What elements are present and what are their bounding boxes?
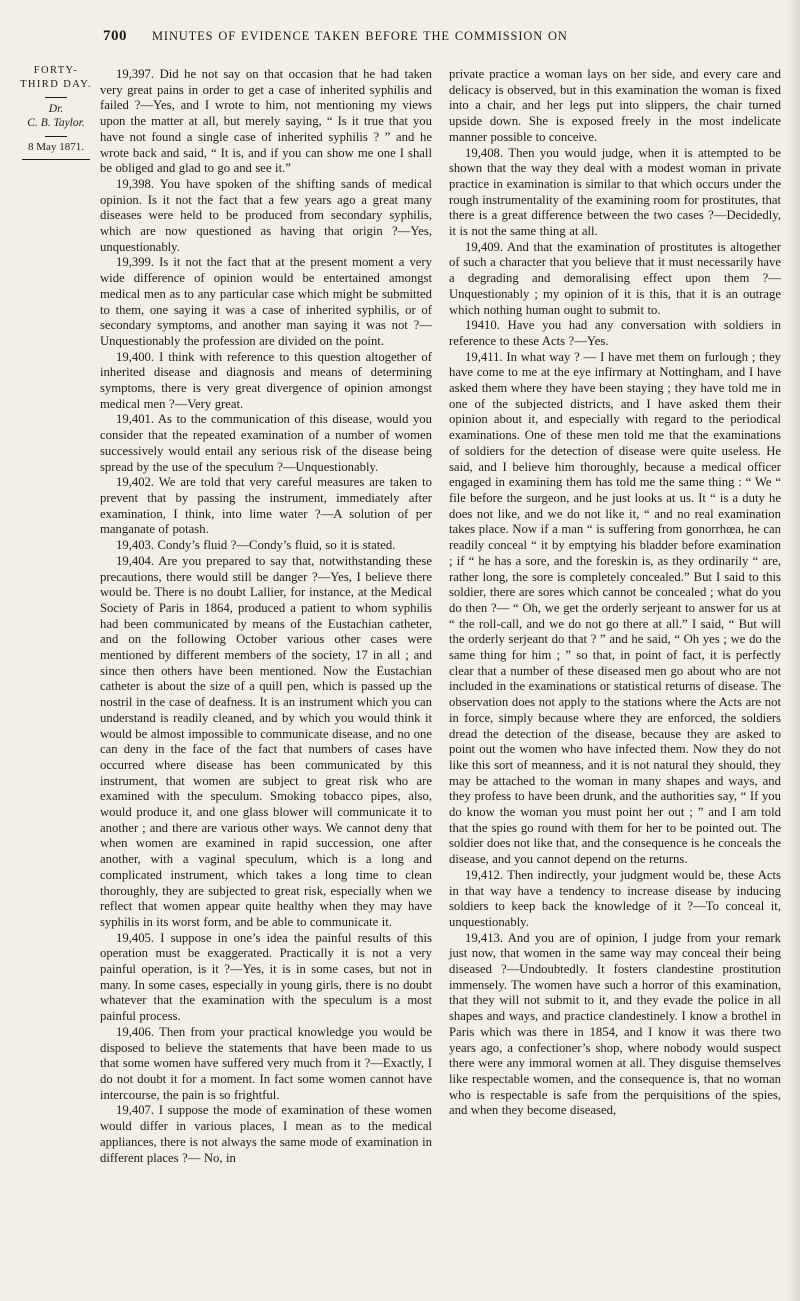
paragraph: 19,401. As to the communication of this disease, would you consider that the repeated examination of a number of women successively would entail any serious risk of the disease being spread by the use of the speculum ?—Unquestionably.	[100, 412, 432, 474]
left-column	[100, 67, 432, 1166]
paragraph: 19,404. Are you prepared to say that, notwithstanding these precautions, there would still be danger ?—Yes, I believe there would be. There is no doubt Lallier, for instance, at the Medical Society of Paris in 1864, produced a patient to whom syphilis had been communicated by means of the Eustachian catheter, and on the following October various other cases were mentioned by different members of the society, 17 in all ; and since then others have been mentioned. Now the Eustachian catheter is about the size of a quill pen, which is passed up the nostril in the case of deafness. It is an instrument which you can understand is readily cleaned, and by which you would think it would be almost impossible to communicate disease, and no one can deny in the face of the fact that numbers of cases have occurred where disease has been communicated by this instrument, that women are subject to great risk who are examined with the speculum. Smoking tobacco pipes, also, would produce it, and one glass blower will communicate it to another ; and there are various other ways. We cannot deny that when women are examined in rapid succession, one after another, with a vaginal speculum, which is a long and complicated instrument, which takes a long time to clean thoroughly, they are subjected to great risk, especially when we reflect that women appear quite healthy when they may have syphilis in its worst form, and be able to communicate it.	[100, 553, 432, 929]
paragraph: 19,407. I suppose the mode of examination of these women would differ in various places, I mean as to the medical appliances, there is not always the same mode of examination in different places ?— No, in	[100, 1103, 432, 1165]
page-edge-shadow	[786, 0, 800, 1301]
right-column	[449, 67, 781, 1119]
paragraph: 19,412. Then indirectly, your judgment would be, these Acts in that way have a tendency to increase disease by inducing soldiers to keep back the knowledge of it ?—To conceal it, unquestionably.	[449, 867, 781, 929]
margin-rule	[22, 159, 90, 160]
running-title: MINUTES OF EVIDENCE TAKEN BEFORE THE COMMISSION ON	[152, 29, 568, 43]
paragraph: 19,408. Then you would judge, when it is attempted to be shown that the way they deal with a modest woman in private practice in examination is similar to that which occurs under the rough instrumentality of the examining room for prostitutes, that there is a great difference between the two cases ?—Decidedly, it is not the same thing at all.	[449, 145, 781, 239]
paragraph: 19,411. In what way ? — I have met them on furlough ; they have come to me at the eye infirmary at Nottingham, and I have asked them where they have been staying ; they have told me in one of the subjected districts, and I have asked them their opinion about it, and especially with regard to the periodical examinations. One of these men told me that the examinations of soldiers for the detection of disease were quite useless. He said, and I believe him thoroughly, because a medical officer engaged in examining them has told me the same thing : “ We “ file before the surgeon, and he just looks at us. It “ is a duty he does not like, and we do not like it, “ and no real examination takes place. Now if a man “ is suffering from gonorrhœa, he can readily conceal “ it by emptying his bladder before examination ; if “ he has a sore, and the foreskin is, as they ordinarily “ are, rather long, the sore is completely concealed.” But I said to this soldier, there are sores which cannot be concealed ; what do you do then ?— “ Oh, we get the orderly serjeant to answer for us at “ the roll-call, and we do not go there at all.” I said, “ But will the orderly serjeant do that ? ” and he said, “ Oh yes ; we do the same thing for him ; ” so that, in point of fact, it is perfectly clear that a number of these diseased men go about who are not included in the examinations or statistical returns of disease. The observation does not apply to the stations where the Acts are not in force, simply because where they are enforced, the soldiers dread the detection of the disease, because they are asked to point out the women who have infected them. Now they do not like this sort of meanness, and it is not natural they should, they may be attached to the woman in many shapes and ways, and they profess to have been drunk, and the authorities say, “ If you do know the woman you must point her out ; ” and I am told that the spies go round with them for her to be pointed out. The soldier does not like that, and the consequence is he conceals the disease, and you cannot depend on the returns.	[449, 349, 781, 867]
paragraph: 19,413. And you are of opinion, I judge from your remark just now, that women in the same way may conceal their being diseased ?—Undoubtedly. It fosters clandestine prostitution immensely. The women have such a horror of this examination, that they will not submit to it, and they evade the police in all shapes and ways, and practice clandestinely. I know a brothel in Paris which was there in 1854, and I know it was there two years ago, a confectioner’s shop, where nobody would suspect there were any immoral women at all. They disguise themselves like respectable women, and the consequence is, that no woman who is respectable is safe from the perquisitions of the spies, and when they become diseased,	[449, 930, 781, 1118]
margin-date: 8 May 1871.	[28, 141, 84, 153]
margin-session-line1: FORTY-	[33, 65, 79, 76]
margin-session-line2: THIRD DAY.	[20, 79, 92, 90]
margin-witness-title: Dr.	[48, 103, 64, 115]
paragraph: 19,402. We are told that very careful measures are taken to prevent that by passing the instrument, immediately after examination, I think, into lime water ?—A solution of per manganate of potash.	[100, 475, 432, 537]
paragraph: 19,397. Did he not say on that occasion that he had taken very great pains in order to get a case of inherited syphilis and failed ?—Yes, and I wrote to him, not mentioning my views upon the matter at all, but merely saying, “ Is it true that you have not found a single case of inherited syphilis ? ” and he wrote back and said, “ It is, and if you can show me one I shall be obliged and glad to go and see it.”	[100, 67, 432, 176]
paragraph: 19,400. I think with reference to this question altogether of inherited disease and diagnosis and means of determining symptoms, there is very great divergence of opinion amongst medical men ?—Very great.	[100, 349, 432, 411]
running-header	[0, 28, 800, 48]
paragraph: 19410. Have you had any conversation with soldiers in reference to these Acts ?—Yes.	[449, 318, 781, 348]
paragraph-continued: private practice a woman lays on her side, and every care and delicacy is observed, but in this examination the woman is fixed into a chair, and her legs put into slippers, the chair turned upside down. She is exposed freely in the most indelicate manner possible to conceive.	[449, 67, 781, 144]
paragraph: 19,406. Then from your practical knowledge you would be disposed to believe the statements that have been made to us that some women have suffered very much from it ?—Exactly, I do not doubt it for a moment. In fact some women cannot have intercourse, the pain is so frightful.	[100, 1024, 432, 1102]
margin-rule	[45, 97, 67, 98]
paragraph: 19,409. And that the examination of prostitutes is altogether of such a character that you believe that it must necessarily have a degrading and demoralising effect upon them ?—Unquestionably ; my opinion of it is this, that it is an outrage which nothing human ought to submit to.	[449, 239, 781, 317]
page-number: 700	[103, 28, 127, 44]
margin-witness-name: C. B. Taylor.	[27, 117, 85, 129]
paragraph: 19,399. Is it not the fact that at the present moment a very wide difference of opinion would be entertained amongst medical men as to any particular case which might be submitted to them, one saying it was a case of inherited syphilis, or of secondary symptoms, and another man saying it was not ?—Unquestionably the profession are divided on the point.	[100, 255, 432, 348]
margin-note	[20, 64, 92, 160]
paragraph: 19,398. You have spoken of the shifting sands of medical opinion. Is it not the fact that a few years ago a great many diseases were held to be produced from secondary syphilis, which are now questioned as having that origin ?—Yes, unquestionably.	[100, 176, 432, 254]
paragraph: 19,403. Condy’s fluid ?—Condy’s fluid, so it is stated.	[116, 538, 396, 553]
paragraph: 19,405. I suppose in one’s idea the painful results of this operation must be exaggerated. Practically it is not a very painful operation, is it ?—Yes, it is in some cases, but not in many. In some cases, especially in young girls, there is no doubt whatever that the examination with the speculum is a most painful process.	[100, 930, 432, 1024]
margin-rule	[45, 136, 67, 137]
